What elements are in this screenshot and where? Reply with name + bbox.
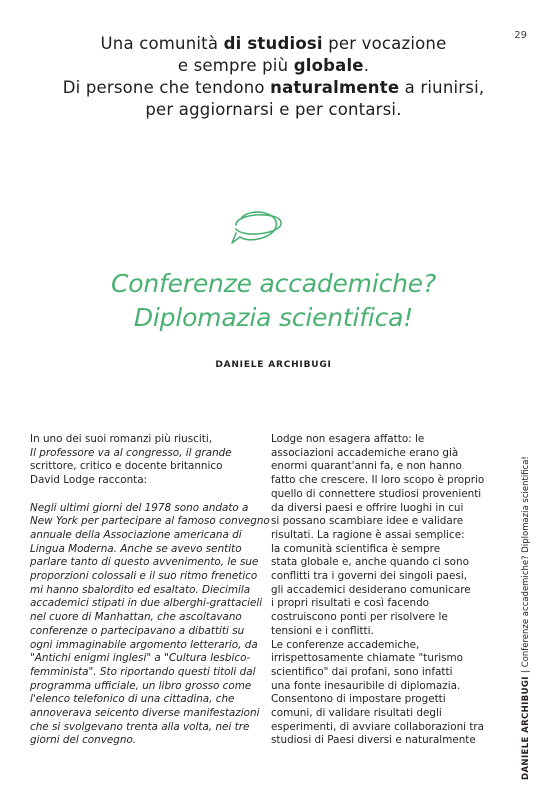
body-line: Consentono di impostare progetti: [271, 693, 446, 706]
quote-line: mi hanno sbalordito ed esaltato. Diecimila: [30, 583, 251, 596]
body-line: Lodge non esagera affatto: le: [271, 433, 425, 445]
body-line: da diversi paesi e offrire luoghi in cui: [271, 501, 464, 514]
body-line: si possano scambiare idee e validare: [271, 515, 464, 528]
body-line: costruiscono ponti per risolvere le: [271, 611, 448, 624]
body-line: i propri risultati e così facendo: [271, 597, 430, 610]
running-header-author: DANIELE ARCHIBUGI: [521, 676, 531, 780]
body-line: esperimenti, di avviare collaborazioni tra: [271, 720, 485, 733]
quote-line: nel cuore di Manhattan, che ascoltavano: [30, 611, 242, 624]
intro-text: e sempre più: [177, 56, 294, 75]
intro-emphasis: naturalmente: [270, 78, 400, 97]
book-title-line: Il professore va al congresso, il grande: [30, 446, 232, 459]
body-line: studiosi di Paesi diversi e naturalmente: [271, 734, 476, 747]
quote-line: conferenze o partecipavano a dibattiti su: [30, 624, 245, 637]
page-number: 29: [514, 30, 527, 41]
intro-statement: [0, 33, 547, 121]
body-line: associazioni accademiche erano già: [271, 446, 459, 459]
article-title: [0, 267, 547, 335]
body-line: scrittore, critico e docente britannico: [30, 460, 223, 473]
body-line: irrispettosamente chiamate "turismo: [271, 652, 463, 665]
quote-line: giorni del convegno.: [30, 734, 137, 747]
title-line-2: Diplomazia scientifica!: [133, 303, 414, 332]
intro-text: per vocazione: [322, 34, 447, 53]
intro-text: Di persone che tendono: [62, 78, 271, 97]
paragraph-gap: [30, 488, 265, 502]
running-header-title: Conferenze accademiche? Diplomazia scientifica!: [521, 456, 531, 668]
quote-line: annoverava seicento diverse manifestazioni: [30, 707, 260, 720]
quote-line: proporzioni colossali e il suo ritmo frenetico: [30, 570, 258, 583]
author-name: DANIELE ARCHIBUGI: [215, 360, 332, 370]
running-header-text: [520, 456, 532, 780]
intro-line-2: [0, 55, 547, 77]
left-column: [30, 433, 270, 748]
body-line: gli accademici desiderano comunicare: [271, 583, 471, 596]
speech-orbit-logo-icon: [226, 205, 288, 249]
intro-text: Una comunità: [100, 34, 224, 53]
intro-emphasis: di studiosi: [223, 34, 323, 53]
intro-text: .: [363, 56, 370, 75]
quote-line: accademici stipati in due alberghi-grattacieli: [30, 597, 263, 610]
quote-line: Lingua Moderna. Anche se avevo sentito: [30, 542, 242, 555]
body-line: scientifico" dai profani, sono infatti: [271, 665, 453, 678]
body-line: la comunità scientifica è sempre: [271, 542, 441, 555]
intro-line-3: [0, 77, 547, 99]
body-line: Le conferenze accademiche,: [271, 638, 420, 651]
body-line: risultati. La ragione è assai semplice:: [271, 528, 465, 541]
quote-line: annuale della Associazione americana di: [30, 528, 242, 541]
body-line: una fonte inesauribile di diplomazia.: [271, 679, 461, 692]
body-line: In uno dei suoi romanzi più riusciti,: [30, 433, 213, 445]
quote-line: femminista". Sto riportando questi titoli dal: [30, 665, 256, 678]
body-line: quello di connettere studiosi provenienti: [271, 487, 482, 500]
intro-text: a riunirsi,: [399, 78, 485, 97]
quote-line: che si svolgevano trenta alla volta, nei tre: [30, 720, 250, 733]
quote-line: ogni immaginabile argomento letterario, da: [30, 638, 258, 651]
quote-line: "Antichi enigmi inglesi" a "Cultura lesbico-: [30, 652, 251, 665]
body-line: conflitti tra i governi dei singoli paesi,: [271, 570, 468, 583]
quote-line: New York per partecipare al famoso convegno: [30, 515, 270, 528]
quote-line: parlare tanto di questo avvenimento, le sue: [30, 556, 259, 569]
intro-line-4: per aggiornarsi e per contarsi.: [145, 100, 402, 119]
intro-emphasis: globale: [293, 56, 364, 75]
title-line-1: Conferenze accademiche?: [110, 269, 437, 298]
body-line: comuni, di validare risultati degli: [271, 707, 442, 720]
body-line: tensioni e i conflitti.: [271, 624, 374, 637]
body-line: enormi quarant'anni fa, e non hanno: [271, 460, 462, 473]
body-line: stata globale e, anche quando ci sono: [271, 556, 469, 569]
body-line: David Lodge racconta:: [30, 474, 148, 487]
quote-line: l'elenco telefonico di una cittadina, che: [30, 693, 235, 706]
quote-line: Negli ultimi giorni del 1978 sono andato a: [30, 501, 249, 514]
quote-line: programma ufficiale, un libro grosso come: [30, 679, 252, 692]
running-header-separator: |: [521, 670, 531, 674]
intro-line-1: [0, 33, 547, 55]
body-line: fatto che crescere. Il loro scopo è proprio: [271, 474, 485, 487]
running-header-vertical: [520, 456, 532, 780]
right-column: [271, 433, 501, 748]
